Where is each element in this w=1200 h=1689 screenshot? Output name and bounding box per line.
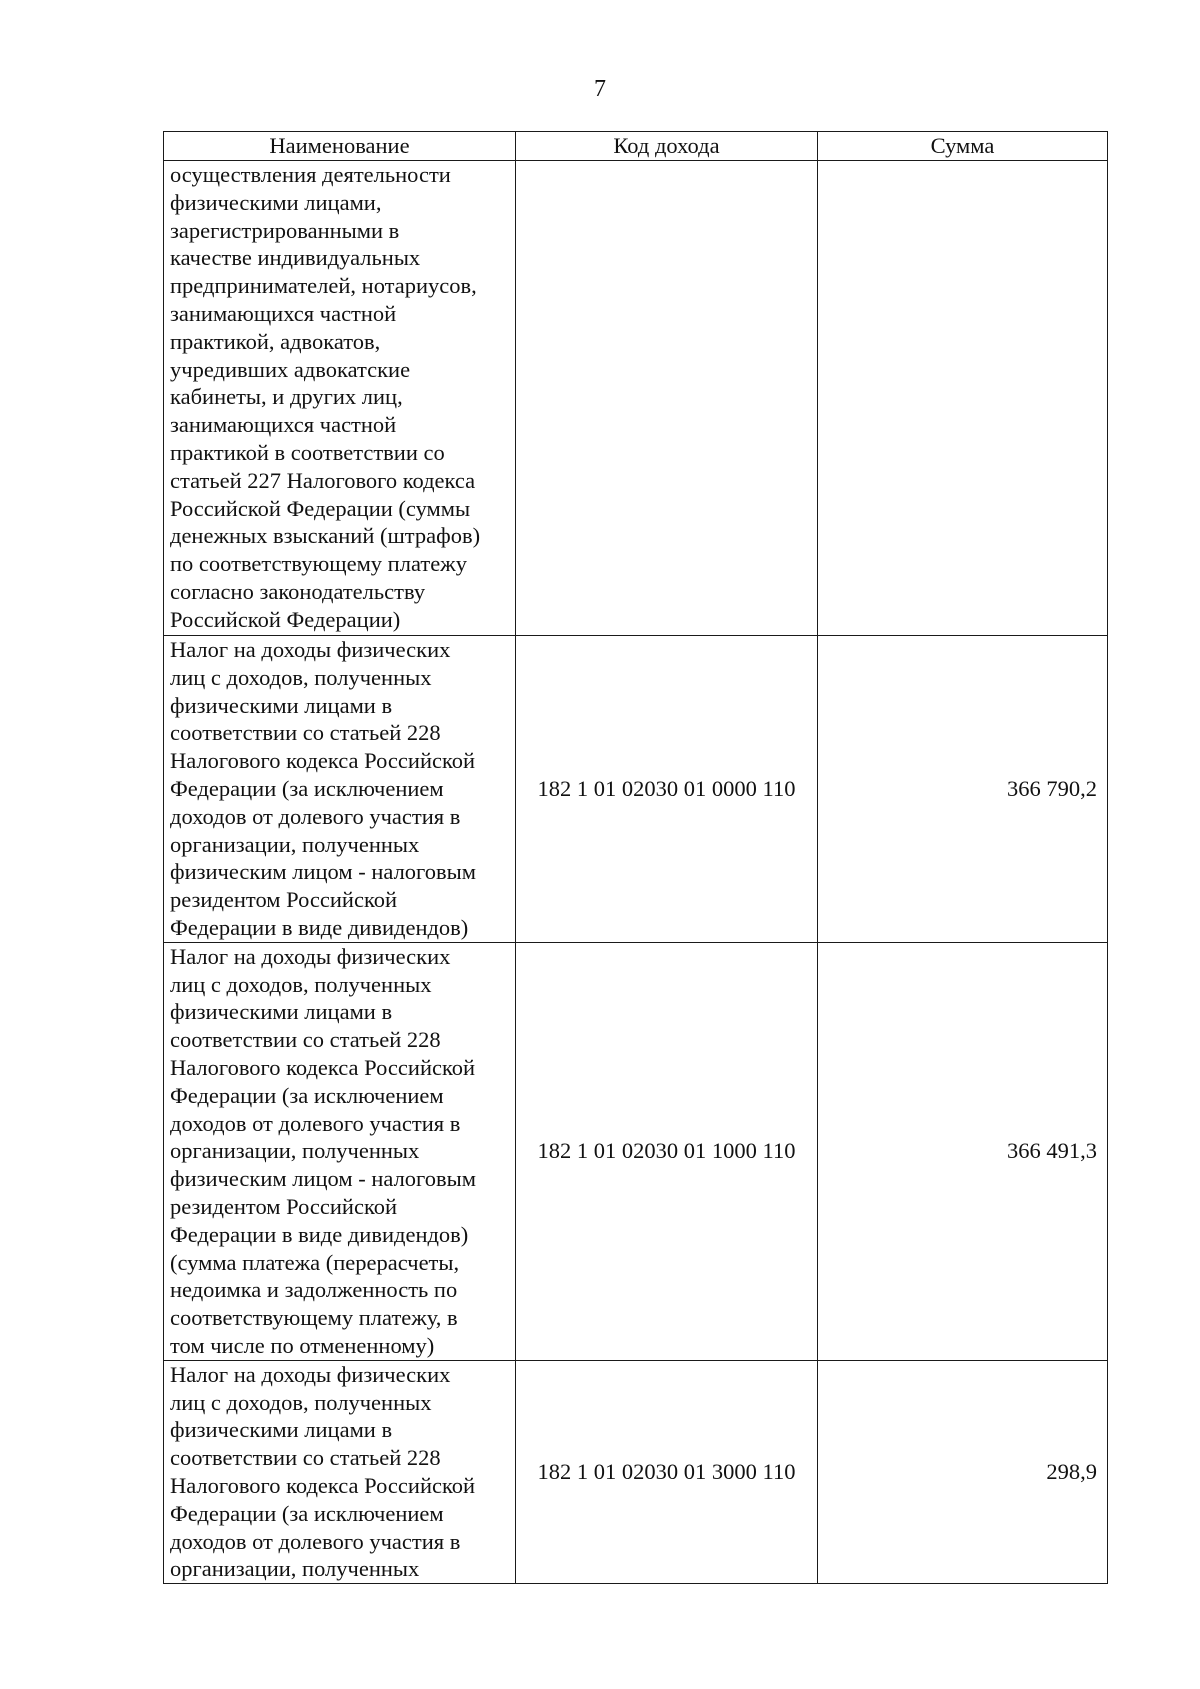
income-sum-cell: 298,9 — [818, 1360, 1108, 1583]
income-name-cell: Налог на доходы физических лиц с доходов, полученных физическими лицами в соответствии со статьей 228 Налогового кодекса Российской Федерации (за исключением доходов от долевого участия в организации, полученных физическим лицом - налоговым резидентом Российской Федерации в виде дивидендов) (сумма платежа (перерасчеты, недоимка и задолженность по соответствующему платежу, в том числе по отмененному) — [164, 942, 516, 1360]
income-table — [163, 131, 1108, 1584]
income-name-cell: Налог на доходы физических лиц с доходов, полученных физическими лицами в соответствии со статьей 228 Налогового кодекса Российской Федерации (за исключением доходов от долевого участия в организации, полученных — [164, 1360, 516, 1583]
table-row — [164, 161, 1108, 636]
table-row — [164, 942, 1108, 1360]
header-sum: Сумма — [818, 132, 1108, 161]
income-sum-cell: 366 790,2 — [818, 636, 1108, 943]
income-sum-cell — [818, 161, 1108, 636]
table-header-row — [164, 132, 1108, 161]
header-name: Наименование — [164, 132, 516, 161]
table-row — [164, 1360, 1108, 1583]
income-code-cell: 182 1 01 02030 01 0000 110 — [516, 636, 818, 943]
page-number: 7 — [594, 76, 606, 102]
header-code: Код дохода — [516, 132, 818, 161]
income-name-cell: осуществления деятельности физическими лицами, зарегистрированными в качестве индивидуальных предпринимателей, нотариусов, занимающихся частной практикой, адвокатов, учредивших адвокатские кабинеты, и других лиц, занимающихся частной практикой в соответствии со статьей 227 Налогового кодекса Российской Федерации (суммы денежных взысканий (штрафов) по соответствующему платежу согласно законодательству Российской Федерации) — [164, 161, 516, 636]
income-code-cell: 182 1 01 02030 01 1000 110 — [516, 942, 818, 1360]
income-sum-cell: 366 491,3 — [818, 942, 1108, 1360]
table-row — [164, 636, 1108, 943]
income-code-cell — [516, 161, 818, 636]
income-name-cell: Налог на доходы физических лиц с доходов, полученных физическими лицами в соответствии со статьей 228 Налогового кодекса Российской Федерации (за исключением доходов от долевого участия в организации, полученных физическим лицом - налоговым резидентом Российской Федерации в виде дивидендов) — [164, 636, 516, 943]
income-code-cell: 182 1 01 02030 01 3000 110 — [516, 1360, 818, 1583]
